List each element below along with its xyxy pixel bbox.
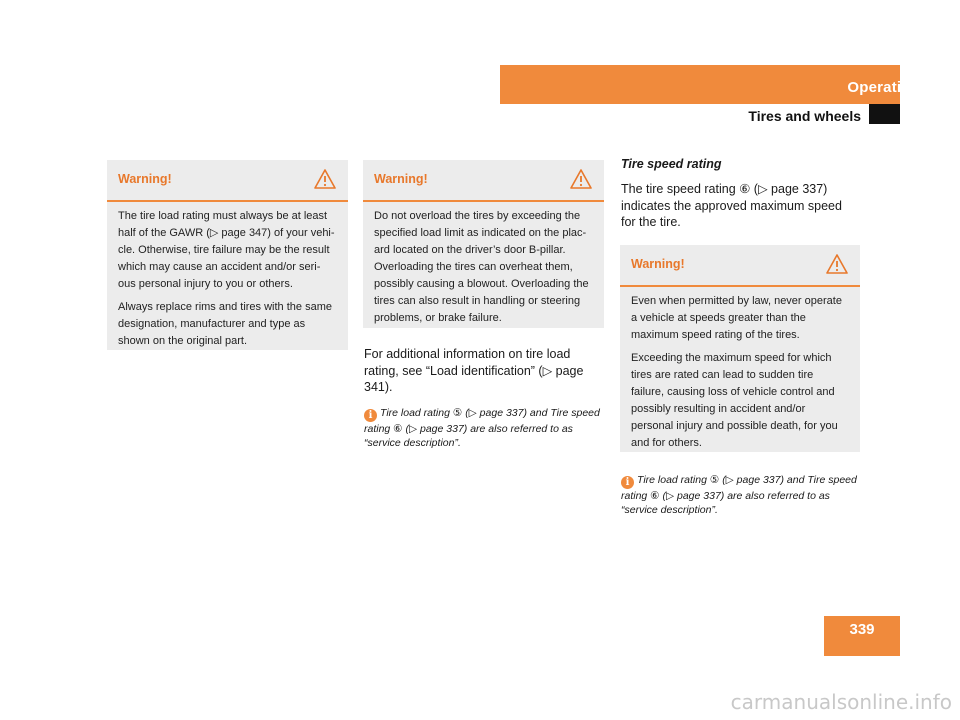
warning-triangle-icon [826,254,848,274]
warning-title: Warning! [118,172,172,186]
warning-header [107,160,348,202]
load-info-text: For additional information on tire load rating, see “Load identification” (▷ page 341). [364,347,584,394]
tire-speed-text: The tire speed rating ⑥ (▷ page 337) indicates the approved maximum speed for the tire. [621,182,842,229]
warning-title: Warning! [631,257,685,271]
subsection-title: Tires and wheels [748,108,861,124]
warning-box-load [107,160,348,350]
warning-header [363,160,604,202]
warning-body [620,287,860,466]
warning-title: Warning! [374,172,428,186]
warning-body [363,202,604,341]
warning-header [620,245,860,287]
info-icon: i [621,476,634,489]
warning-paragraph: Do not overload the tires by exceeding the specified load limit as indicated on the plac- ard located on the driver’s door B-pillar. Overloading the tires can overheat them, possibly causing a blowout. Overloading the tires can also result in handling or steering problems, or brake failure. [374,210,589,324]
page-number-box [824,616,900,656]
tire-speed-heading: Tire speed rating [621,157,722,171]
service-description-note [364,406,604,450]
warning-paragraph: Even when permitted by law, never operate a vehicle at speeds greater than the maximum speed rating of the tires. [631,295,842,341]
warning-paragraph: The tire load rating must always be at least half of the GAWR (▷ page 347) of your vehi- cle. Otherwise, tire failure may be the result which may cause an accident and/or seri- ous personal injury to you or others. [118,210,335,290]
info-icon: i [364,409,377,422]
note-text: Tire load rating ⑤ (▷ page 337) and Tire speed rating ⑥ (▷ page 337) are also referred to as “service description”. [621,474,857,516]
header-marker [869,104,900,124]
watermark: carmanualsonline.info [730,690,952,714]
note-text: Tire load rating ⑤ (▷ page 337) and Tire speed rating ⑥ (▷ page 337) are also referred to as “service description”. [364,407,600,449]
warning-triangle-icon [570,169,592,189]
warning-triangle-icon [314,169,336,189]
warning-paragraph: Always replace rims and tires with the same designation, manufacturer and type as shown on the original part. [118,301,332,347]
warning-body [107,202,348,364]
page-number: 339 [849,621,875,638]
warning-paragraph: Exceeding the maximum speed for which tires are rated can lead to sudden tire failure, causing loss of vehicle control and possibly resulting in accident and/or personal injury and possible death, for you and for others. [631,352,838,449]
section-title: Operation [847,79,920,96]
warning-box-overload [363,160,604,328]
header-band [500,65,900,104]
service-description-note [621,473,861,517]
warning-box-speed [620,245,860,452]
